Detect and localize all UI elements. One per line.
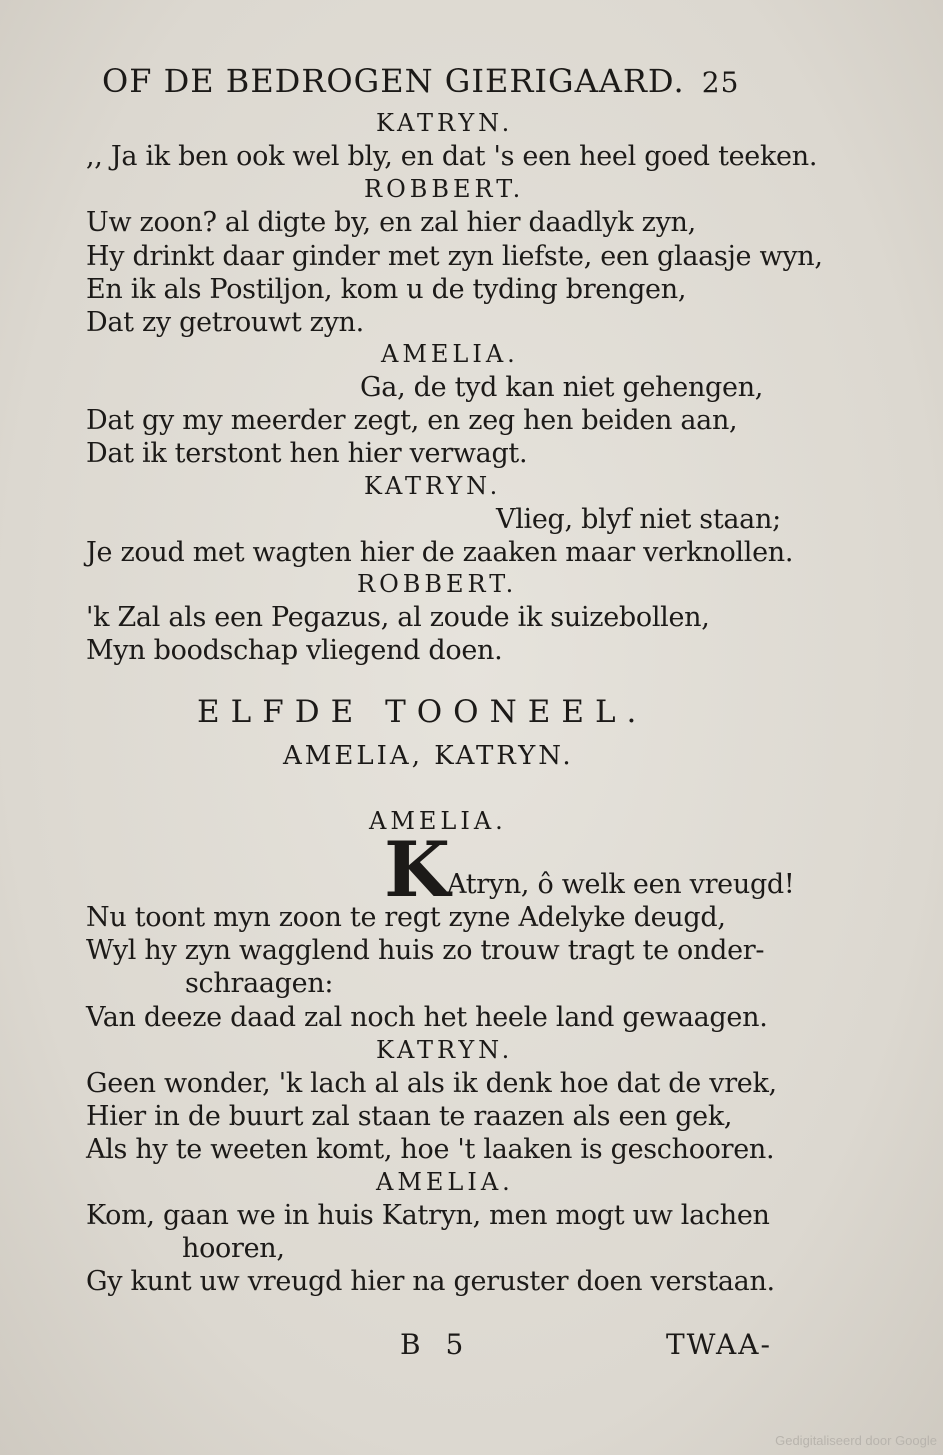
verse-line: ,, Ja ik ben ook wel bly, en dat 's een heel goed teeken. bbox=[86, 141, 818, 172]
scene-cast: AMELIA, KATRYN. bbox=[283, 741, 574, 771]
scene-title: ELFDE TOONEEL. bbox=[197, 694, 648, 730]
speaker-amelia: AMELIA. bbox=[381, 340, 519, 368]
digitization-watermark: Gedigitaliseerd door Google bbox=[775, 1433, 937, 1448]
verse-line: 'k Zal als een Pegazus, al zoude ik suizebollen, bbox=[86, 602, 710, 633]
verse-line: Uw zoon? al digte by, en zal hier daadlyk zyn, bbox=[86, 207, 696, 238]
verse-line: Dat ik terstont hen hier verwagt. bbox=[86, 438, 528, 469]
verse-line: Dat zy getrouwt zyn. bbox=[86, 307, 364, 338]
verse-line: Van deeze daad zal noch het heele land gewaagen. bbox=[86, 1002, 768, 1033]
verse-line: Je zoud met wagten hier de zaaken maar verknollen. bbox=[86, 537, 794, 568]
running-title: OF DE BEDROGEN GIERIGAARD. bbox=[102, 62, 685, 100]
verse-line: Dat gy my meerder zegt, en zeg hen beiden aan, bbox=[86, 405, 738, 436]
page-number: 25 bbox=[701, 66, 740, 99]
verse-line: Wyl hy zyn wagglend huis zo trouw tragt te onder- bbox=[86, 935, 765, 966]
speaker-amelia: AMELIA. bbox=[369, 807, 507, 835]
verse-line: Hy drinkt daar ginder met zyn liefste, een glaasje wyn, bbox=[86, 241, 823, 272]
verse-line: Nu toont myn zoon te regt zyne Adelyke deugd, bbox=[86, 902, 726, 933]
verse-line: schraagen: bbox=[185, 968, 334, 999]
speaker-amelia: AMELIA. bbox=[376, 1168, 514, 1196]
verse-line: Vlieg, blyf niet staan; bbox=[496, 504, 781, 535]
signature-mark: B 5 bbox=[400, 1328, 472, 1361]
drop-capital: K bbox=[384, 825, 451, 914]
verse-line: Hier in de buurt zal staan te raazen als een gek, bbox=[86, 1101, 733, 1132]
verse-line: Gy kunt uw vreugd hier na geruster doen verstaan. bbox=[86, 1266, 775, 1297]
speaker-katryn: KATRYN. bbox=[376, 1036, 514, 1064]
speaker-katryn: KATRYN. bbox=[376, 109, 514, 137]
verse-line: En ik als Postiljon, kom u de tyding brengen, bbox=[86, 274, 687, 305]
verse-line: Ga, de tyd kan niet gehengen, bbox=[360, 372, 764, 403]
speaker-katryn: KATRYN. bbox=[364, 472, 502, 500]
verse-line: Myn boodschap vliegend doen. bbox=[86, 635, 503, 666]
catchword: TWAA- bbox=[666, 1328, 772, 1361]
speaker-robbert: ROBBERT. bbox=[364, 175, 525, 203]
running-header bbox=[102, 62, 739, 102]
verse-line: Geen wonder, 'k lach al als ik denk hoe dat de vrek, bbox=[86, 1068, 777, 1099]
speaker-robbert: ROBBERT. bbox=[357, 570, 518, 598]
verse-line: Als hy te weeten komt, hoe 't laaken is geschooren. bbox=[86, 1134, 775, 1165]
verse-line: hooren, bbox=[182, 1233, 285, 1264]
verse-line: Atryn, ô welk een vreugd! bbox=[447, 869, 795, 900]
verse-line: Kom, gaan we in huis Katryn, men mogt uw lachen bbox=[86, 1200, 770, 1231]
